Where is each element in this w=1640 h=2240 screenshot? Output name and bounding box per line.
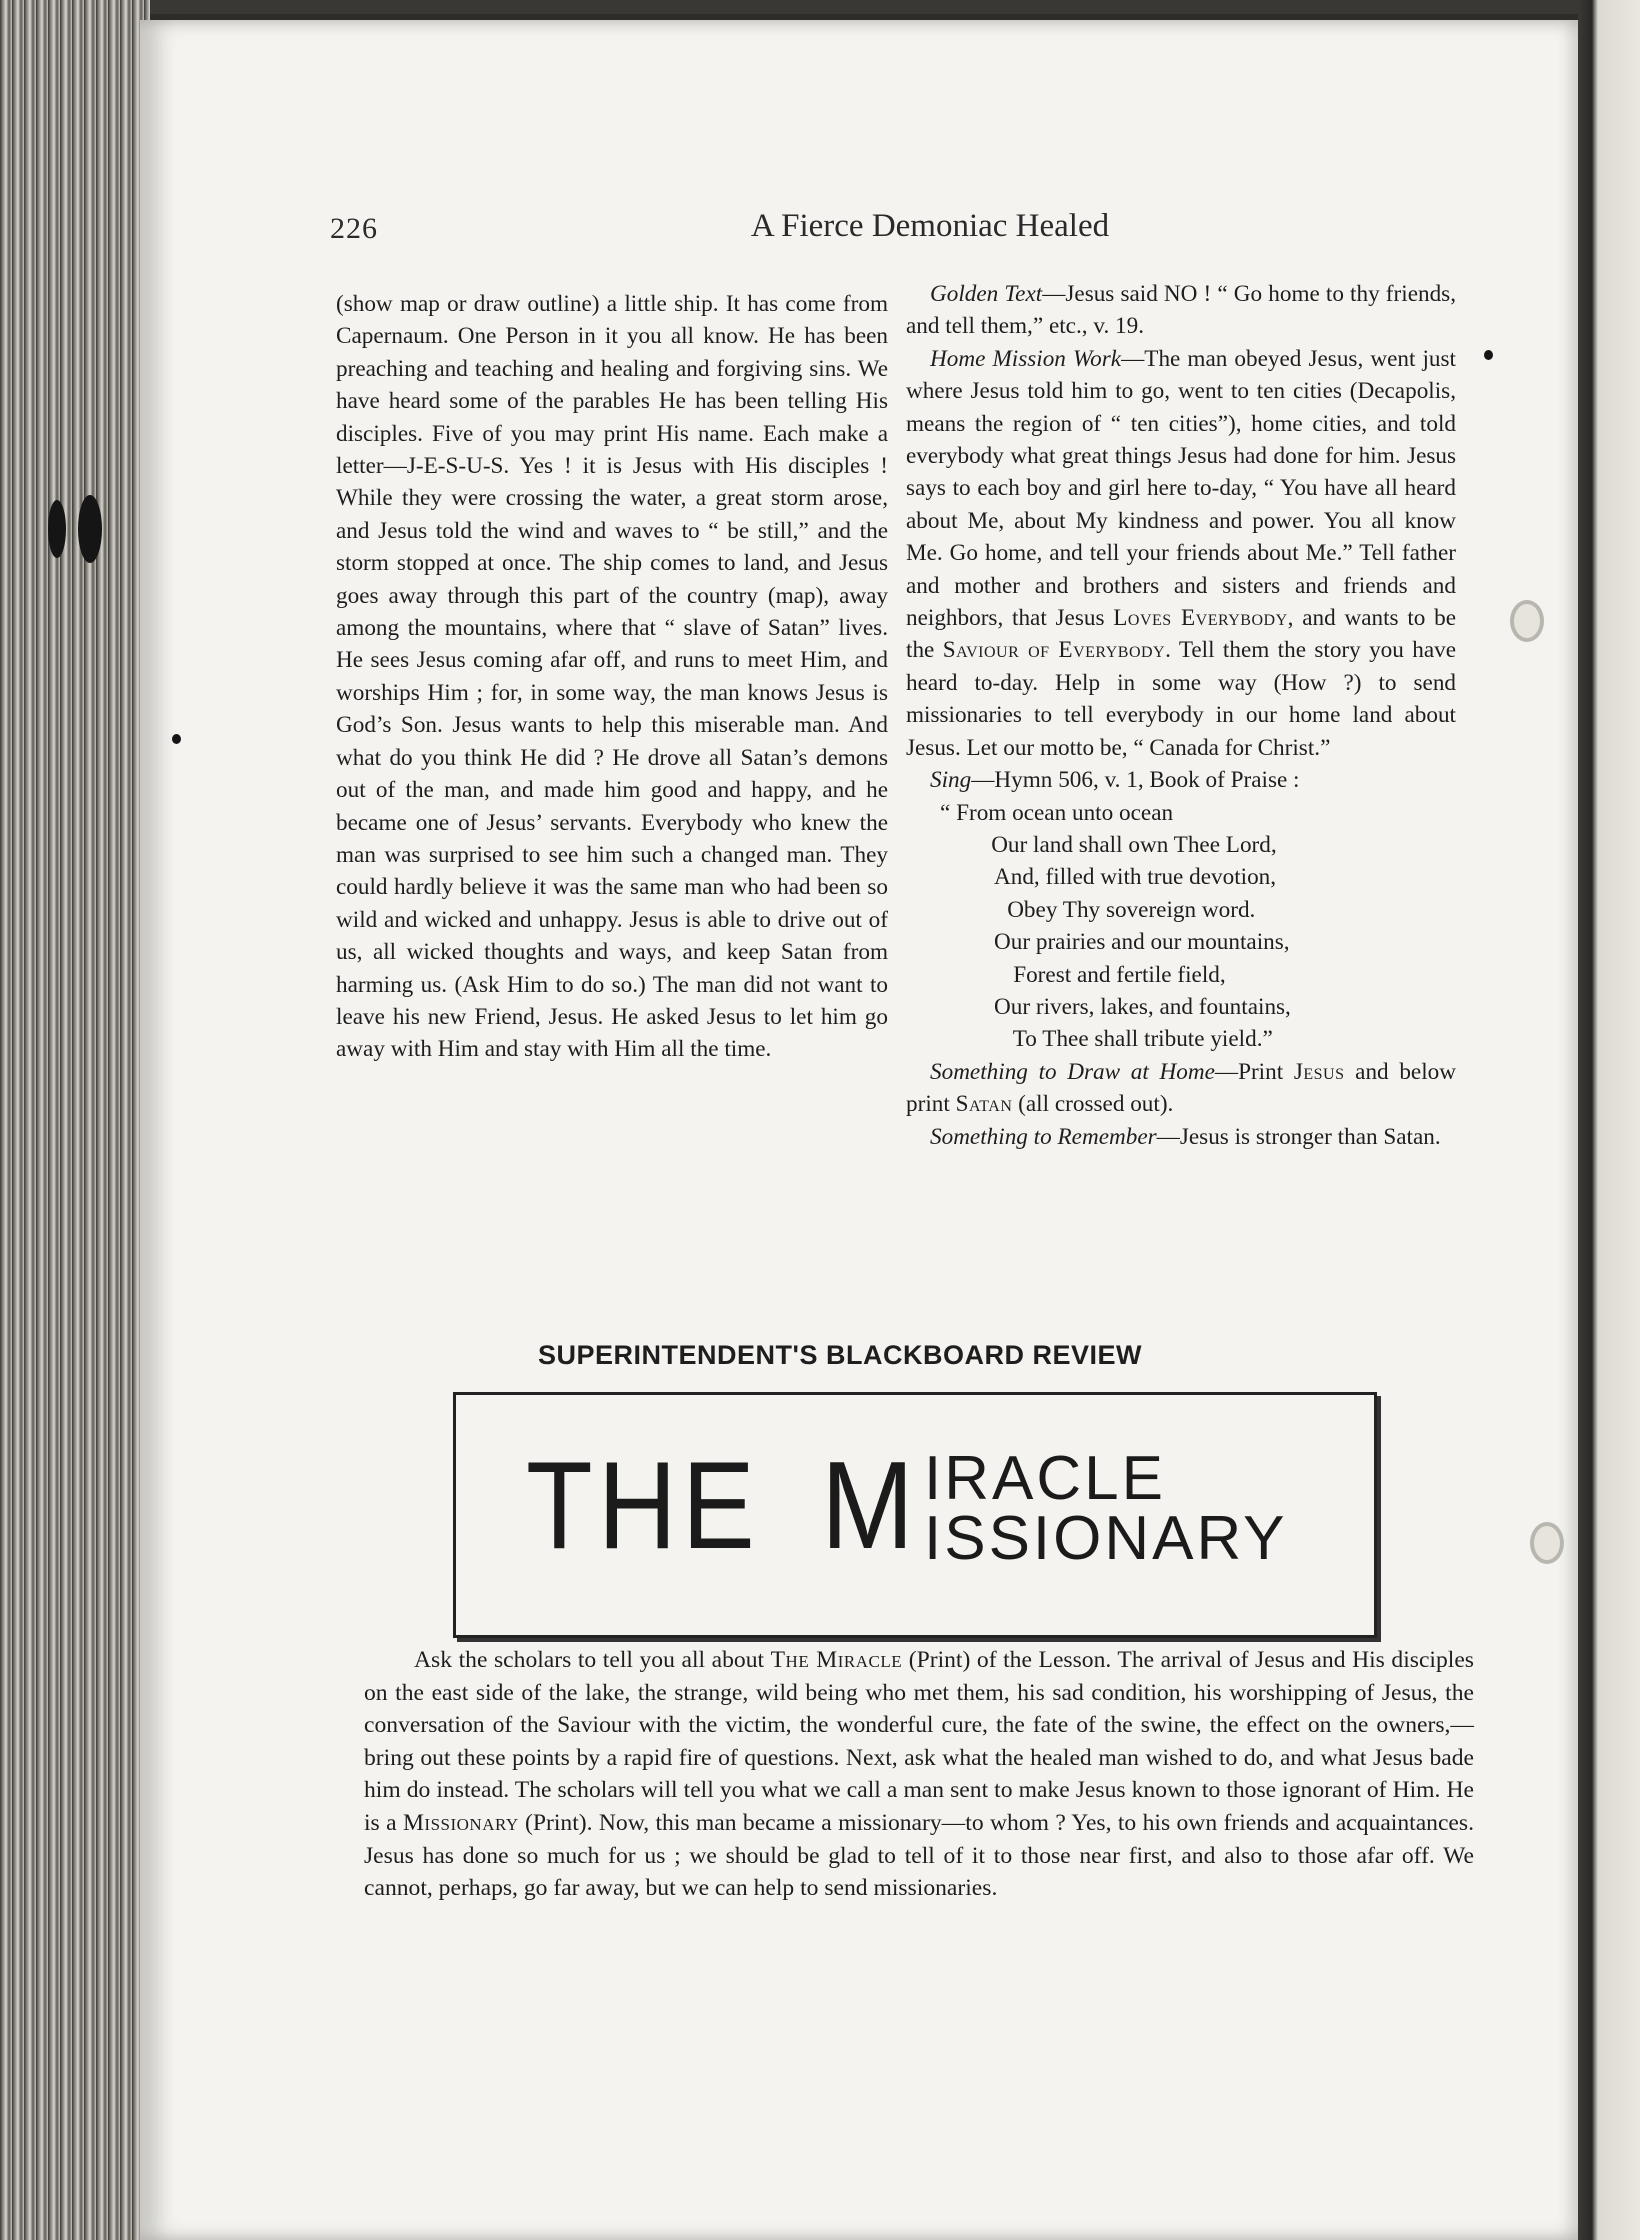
home-mission-body-2: , and wants to be the bbox=[906, 605, 1456, 664]
left-column-text: (show map or draw outline) a little ship. It has come from Capernaum. One Person in it you all know. He has been preaching and teaching and healing and forgiving sins. We have heard some of the parables He has been telling His disciples. Five of you may print His name. Each make a letter—J-E-S-U-S. Yes ! it is Jesus with His disciples ! While they were crossing the water, a great storm arose, and Jesus told the wind and waves to “ be still,” and the storm stopped at once. The ship comes to land, and Jesus goes away through this part of the country (map), away among the mountains, where that “ slave of Satan” lives. He sees Jesus coming afar off, and runs to meet Him, and worships Him ; for, in some way, the man knows Jesus is God’s Son. Jesus wants to help this miserable man. And what do you think He did ? He drove all Satan’s demons out of the man, and made him good and happy, and he became one of Jesus’ servants. Everybody who knew the man was surprised to see him such a changed man. They could hardly believe it was the same man who had been so wild and wicked and unhappy. Jesus is able to drive out of us, all wicked thoughts and ways, and keep Satan from harming us. (Ask Him to do so.) The man did not want to leave his new Friend, Jesus. He asked Jesus to let him go away with Him and stay with Him all the time. bbox=[336, 291, 888, 1063]
ink-blot bbox=[1484, 350, 1493, 360]
left-column bbox=[336, 288, 888, 1066]
review-missionary: Missionary bbox=[402, 1809, 519, 1836]
right-column bbox=[906, 278, 1456, 1153]
review-body-3: (Print). Now, this man became a missionary—to whom ? Yes, to his own friends and acquaintances. Jesus has done so much for us ; we should be glad to tell of it to those near first, and also to those afar off. We cannot, perhaps, go far away, but we can help to send missionaries. bbox=[364, 1809, 1474, 1902]
blackboard-word-missionary: ISSIONARY bbox=[924, 1504, 1288, 1573]
hymn-line: Our prairies and our mountains, bbox=[994, 929, 1290, 956]
blackboard-box bbox=[453, 1392, 1377, 1638]
draw-paragraph bbox=[906, 1056, 1456, 1121]
ink-blot bbox=[172, 734, 181, 744]
sing-body: —Hymn 506, v. 1, Book of Praise : bbox=[971, 767, 1300, 794]
sing-paragraph bbox=[906, 764, 1456, 796]
blackboard-review-text bbox=[364, 1644, 1474, 1905]
blackboard-word-the: THE bbox=[526, 1437, 761, 1575]
book-right-edge bbox=[1578, 0, 1640, 2240]
draw-jesus: Jesus bbox=[1293, 1058, 1345, 1085]
book-page-stack bbox=[0, 0, 150, 2240]
home-mission-label: Home Mission Work bbox=[930, 345, 1122, 372]
saviour-everybody-text: Saviour of Everybody bbox=[942, 637, 1166, 664]
hymn-line: “ From ocean unto ocean bbox=[940, 799, 1174, 826]
remember-body: —Jesus is stronger than Satan. bbox=[1156, 1123, 1441, 1150]
remember-paragraph bbox=[906, 1121, 1456, 1153]
hymn-line: Obey Thy sovereign word. bbox=[984, 896, 1256, 923]
golden-text-paragraph bbox=[906, 278, 1456, 343]
review-body-1: Ask the scholars to tell you all about bbox=[414, 1647, 771, 1673]
hymn-line: Our land shall own Thee Lord, bbox=[968, 831, 1277, 858]
running-title: A Fierce Demoniac Healed bbox=[750, 208, 1110, 244]
binding-hole bbox=[1510, 600, 1544, 642]
draw-label: Something to Draw at Home bbox=[930, 1058, 1215, 1085]
blackboard-big-m: M bbox=[821, 1437, 914, 1575]
hymn-line: Our rivers, lakes, and fountains, bbox=[994, 993, 1291, 1020]
sing-label: Sing bbox=[930, 767, 972, 794]
draw-body-3: (all crossed out). bbox=[1012, 1091, 1174, 1118]
remember-label: Something to Remember bbox=[930, 1123, 1157, 1150]
golden-text-body: —Jesus said NO ! “ Go home to thy friends, and tell them,” etc., v. 19. bbox=[906, 281, 1456, 340]
blackboard-heading: SUPERINTENDENT'S BLACKBOARD REVIEW bbox=[538, 1340, 1142, 1370]
page-header bbox=[330, 208, 1460, 258]
review-body-2: (Print) of the Lesson. The arrival of Jesus and His disciples on the east side of the lake, the strange, wild being who met them, his sad condition, his worshipping of Jesus, the conversation of the Saviour with the victim, the wonderful cure, the fate of the swine, the effect on the owners,—bring out these points by a rapid fire of questions. Next, ask what the healed man wished to do, and what Jesus bade him do instead. The scholars will tell you what we call a man sent to make Jesus known to those ignorant of Him. He is a bbox=[364, 1647, 1474, 1836]
hymn-line: Forest and fertile field, bbox=[990, 961, 1226, 988]
draw-body-1: —Print bbox=[1214, 1058, 1294, 1085]
hymn-verse bbox=[906, 797, 1456, 1056]
page-number: 226 bbox=[330, 212, 378, 245]
home-mission-body-3: . Tell them the story you have heard to-day. Help in some way (How ?) to send missionaries to tell everybody in our home land about Jesus. Let our motto be, “ Canada for Christ.” bbox=[906, 637, 1457, 761]
hymn-line: And, filled with true devotion, bbox=[994, 864, 1277, 891]
draw-satan: Satan bbox=[955, 1091, 1013, 1118]
hymn-line: To Thee shall tribute yield.” bbox=[990, 1026, 1273, 1053]
review-miracle: The Miracle bbox=[770, 1647, 903, 1673]
blackboard-word-miracle: IRACLE bbox=[924, 1444, 1166, 1513]
blackboard-words bbox=[924, 1444, 1288, 1573]
home-mission-body-1: —The man obeyed Jesus, went just where Jesus told him to go, went to ten cities (Decapolis, means the region of “ ten cities”), home cities, and told everybody what great things Jesus had done for him. Jesus says to each boy and girl here to-day, “ You have all heard about Me, about My kindness and power. You all know Me. Go home, and tell your friends about Me.” Tell father and mother and brothers and sisters and friends and neighbors, that Jesus bbox=[906, 345, 1456, 632]
draw-body-2: and below print bbox=[906, 1058, 1456, 1118]
review-paragraph bbox=[364, 1644, 1474, 1905]
ink-blot bbox=[48, 500, 66, 558]
golden-text-label: Golden Text bbox=[930, 281, 1043, 307]
scan-top-edge bbox=[0, 0, 1640, 14]
home-mission-paragraph bbox=[906, 343, 1456, 764]
loves-everybody-text: Loves Everybody bbox=[1113, 605, 1288, 632]
binding-hole bbox=[1530, 1522, 1564, 1564]
ink-blot bbox=[78, 495, 102, 563]
